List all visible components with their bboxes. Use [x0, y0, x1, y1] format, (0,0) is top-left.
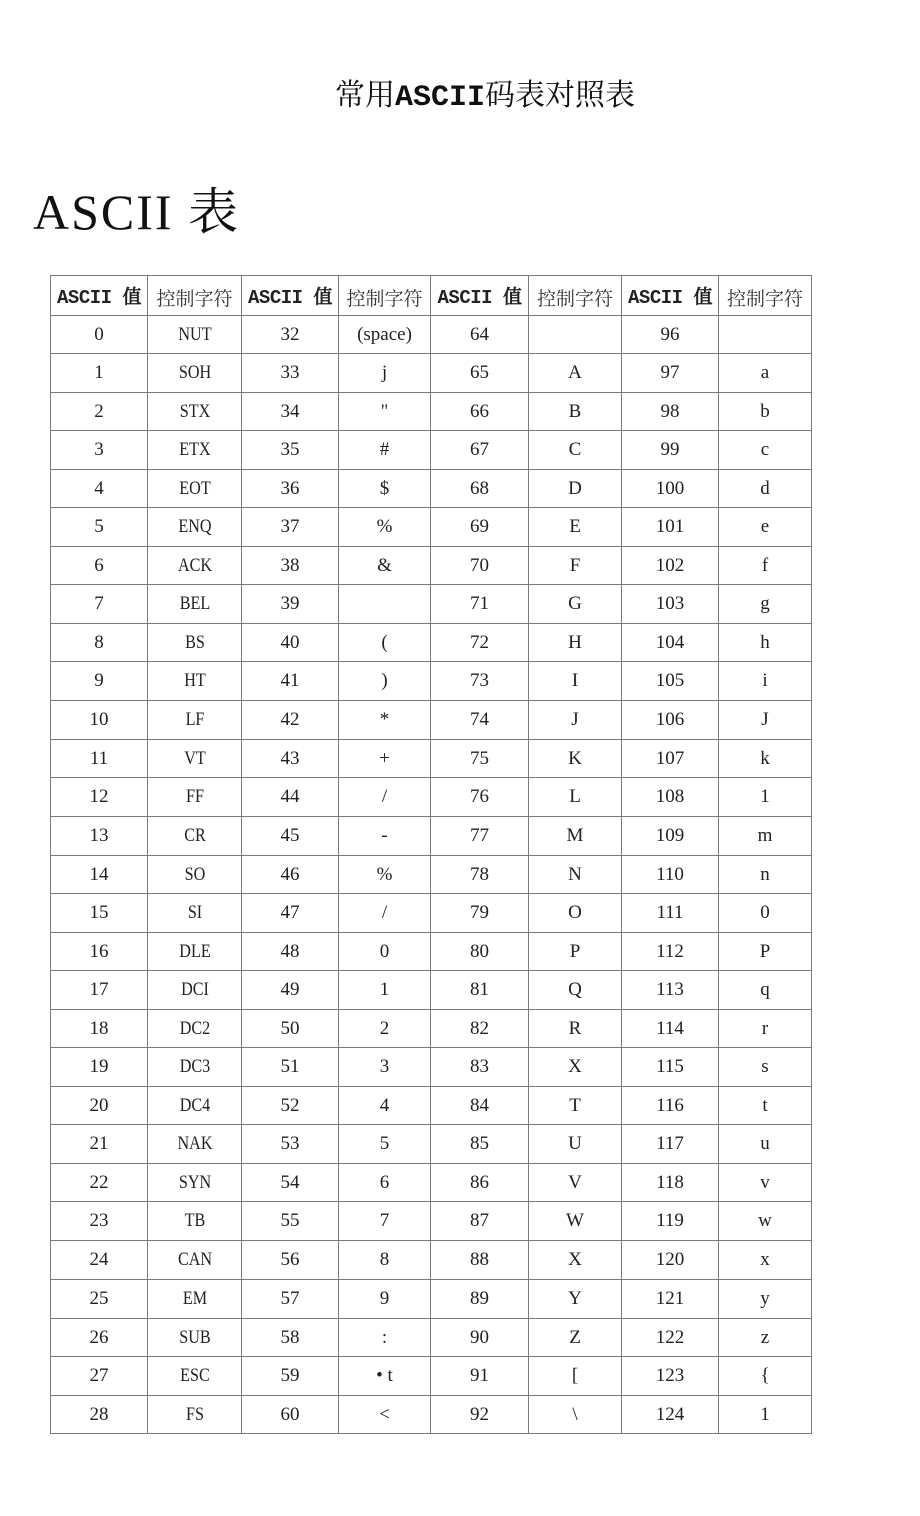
- cell-ascii-value: 11: [51, 740, 148, 778]
- table-row: [51, 393, 812, 431]
- cell-ascii-value: 20: [51, 1087, 148, 1125]
- cell-ascii-value: 52: [242, 1087, 339, 1125]
- cell-ascii-value: 2: [51, 393, 148, 431]
- cell-char: J: [529, 701, 622, 740]
- cell-ascii-value: 96: [622, 316, 719, 354]
- cell-char: %: [339, 508, 431, 547]
- cell-char: x: [719, 1241, 812, 1280]
- table-row: [51, 740, 812, 778]
- cell-char: i: [719, 662, 812, 701]
- cell-char: M: [529, 817, 622, 856]
- cell-ascii-value: 101: [622, 508, 719, 547]
- table-row: [51, 817, 812, 856]
- cell-char: &: [339, 547, 431, 585]
- cell-control-char: NAK: [155, 1125, 235, 1164]
- cell-ascii-value: 55: [242, 1202, 339, 1241]
- cell-ascii-value: 45: [242, 817, 339, 856]
- cell-ascii-value: 97: [622, 354, 719, 393]
- cell-char: V: [529, 1164, 622, 1202]
- cell-control-char: DC4: [155, 1087, 235, 1125]
- cell-control-char: HT: [155, 662, 235, 701]
- table-row: [51, 547, 812, 585]
- cell-ascii-value: 104: [622, 624, 719, 662]
- cell-ascii-value: 122: [622, 1319, 719, 1357]
- cell-char: ": [339, 393, 431, 431]
- cell-char: A: [529, 354, 622, 393]
- cell-char: R: [529, 1010, 622, 1048]
- cell-char: P: [719, 933, 812, 971]
- cell-ascii-value: 70: [431, 547, 529, 585]
- cell-ascii-value: 78: [431, 856, 529, 894]
- cell-control-char: DC2: [155, 1010, 235, 1048]
- cell-control-char: ENQ: [155, 508, 235, 547]
- cell-control-char: LF: [155, 701, 235, 740]
- cell-char: (: [339, 624, 431, 662]
- cell-ascii-value: 90: [431, 1319, 529, 1357]
- cell-ascii-value: 60: [242, 1396, 339, 1434]
- cell-ascii-value: 89: [431, 1280, 529, 1319]
- cell-ascii-value: 65: [431, 354, 529, 393]
- cell-ascii-value: 0: [51, 316, 148, 354]
- cell-char: s: [719, 1048, 812, 1087]
- cell-ascii-value: 22: [51, 1164, 148, 1202]
- cell-ascii-value: 71: [431, 585, 529, 624]
- table-row: [51, 1048, 812, 1087]
- cell-ascii-value: 106: [622, 701, 719, 740]
- cell-ascii-value: 39: [242, 585, 339, 624]
- cell-char: W: [529, 1202, 622, 1241]
- cell-ascii-value: 17: [51, 971, 148, 1010]
- cell-control-char: CAN: [155, 1241, 235, 1280]
- cell-char: X: [529, 1241, 622, 1280]
- cell-ascii-value: 119: [622, 1202, 719, 1241]
- cell-ascii-value: 57: [242, 1280, 339, 1319]
- cell-ascii-value: 85: [431, 1125, 529, 1164]
- cell-char: J: [719, 701, 812, 740]
- cell-char: c: [719, 431, 812, 470]
- cell-ascii-value: 108: [622, 778, 719, 817]
- cell-control-char: SI: [155, 894, 235, 933]
- cell-char: z: [719, 1319, 812, 1357]
- cell-ascii-value: 105: [622, 662, 719, 701]
- cell-char: 1: [719, 1396, 812, 1434]
- cell-char: U: [529, 1125, 622, 1164]
- cell-ascii-value: 36: [242, 470, 339, 508]
- cell-control-char: DC3: [155, 1048, 235, 1087]
- cell-ascii-value: 43: [242, 740, 339, 778]
- cell-ascii-value: 67: [431, 431, 529, 470]
- table-row: [51, 431, 812, 470]
- cell-ascii-value: 72: [431, 624, 529, 662]
- cell-char: 1: [719, 778, 812, 817]
- cell-ascii-value: 81: [431, 971, 529, 1010]
- cell-char: [719, 316, 812, 354]
- title-prefix: 常用: [334, 78, 395, 113]
- cell-char: w: [719, 1202, 812, 1241]
- cell-ascii-value: 40: [242, 624, 339, 662]
- cell-char: O: [529, 894, 622, 933]
- cell-ascii-value: 15: [51, 894, 148, 933]
- cell-char: T: [529, 1087, 622, 1125]
- cell-char: h: [719, 624, 812, 662]
- cell-char: #: [339, 431, 431, 470]
- table-row: [51, 508, 812, 547]
- cell-ascii-value: 19: [51, 1048, 148, 1087]
- cell-ascii-value: 48: [242, 933, 339, 971]
- cell-ascii-value: 18: [51, 1010, 148, 1048]
- cell-ascii-value: 4: [51, 470, 148, 508]
- cell-char: u: [719, 1125, 812, 1164]
- cell-char: y: [719, 1280, 812, 1319]
- cell-ascii-value: 113: [622, 971, 719, 1010]
- cell-ascii-value: 14: [51, 856, 148, 894]
- cell-ascii-value: 112: [622, 933, 719, 971]
- cell-ascii-value: 66: [431, 393, 529, 431]
- cell-char: K: [529, 740, 622, 778]
- cell-char: Q: [529, 971, 622, 1010]
- cell-control-char: VT: [155, 740, 235, 778]
- cell-ascii-value: 10: [51, 701, 148, 740]
- cell-char: N: [529, 856, 622, 894]
- title-latin: ASCII: [394, 81, 485, 115]
- cell-ascii-value: 91: [431, 1357, 529, 1396]
- cell-ascii-value: 124: [622, 1396, 719, 1434]
- cell-ascii-value: 5: [51, 508, 148, 547]
- cell-char: g: [719, 585, 812, 624]
- cell-char: • t: [339, 1357, 431, 1396]
- cell-char: I: [529, 662, 622, 701]
- cell-control-char: SUB: [155, 1319, 235, 1357]
- cell-char: 0: [719, 894, 812, 933]
- cell-ascii-value: 34: [242, 393, 339, 431]
- cell-ascii-value: 86: [431, 1164, 529, 1202]
- cell-ascii-value: 103: [622, 585, 719, 624]
- cell-char: m: [719, 817, 812, 856]
- header-ascii-value: ASCII 值: [51, 276, 148, 316]
- cell-control-char: BEL: [155, 585, 235, 624]
- cell-char: j: [339, 354, 431, 393]
- cell-ascii-value: 100: [622, 470, 719, 508]
- cell-char: X: [529, 1048, 622, 1087]
- cell-char: {: [719, 1357, 812, 1396]
- table-row: [51, 701, 812, 740]
- cell-ascii-value: 12: [51, 778, 148, 817]
- cell-char: f: [719, 547, 812, 585]
- cell-char: :: [339, 1319, 431, 1357]
- cell-char: H: [529, 624, 622, 662]
- cell-ascii-value: 21: [51, 1125, 148, 1164]
- header-ascii-value: ASCII 值: [622, 276, 719, 316]
- table-row: [51, 1357, 812, 1396]
- cell-control-char: SYN: [155, 1164, 235, 1202]
- cell-ascii-value: 6: [51, 547, 148, 585]
- cell-control-char: ETX: [155, 431, 235, 470]
- table-row: [51, 856, 812, 894]
- cell-ascii-value: 111: [622, 894, 719, 933]
- table-header-row: [51, 276, 812, 316]
- table-row: [51, 1241, 812, 1280]
- cell-char: b: [719, 393, 812, 431]
- cell-char: 8: [339, 1241, 431, 1280]
- cell-ascii-value: 80: [431, 933, 529, 971]
- cell-ascii-value: 69: [431, 508, 529, 547]
- cell-ascii-value: 64: [431, 316, 529, 354]
- cell-char: 3: [339, 1048, 431, 1087]
- cell-ascii-value: 50: [242, 1010, 339, 1048]
- cell-ascii-value: 75: [431, 740, 529, 778]
- table-row: [51, 1396, 812, 1434]
- document-title: [0, 70, 920, 115]
- cell-ascii-value: 74: [431, 701, 529, 740]
- title-suffix: 码表对照表: [485, 78, 635, 113]
- table-row: [51, 316, 812, 354]
- section-heading: ASCII 表: [33, 184, 241, 240]
- cell-ascii-value: 9: [51, 662, 148, 701]
- cell-ascii-value: 82: [431, 1010, 529, 1048]
- cell-ascii-value: 107: [622, 740, 719, 778]
- table-row: [51, 778, 812, 817]
- table-row: [51, 971, 812, 1010]
- cell-char: Y: [529, 1280, 622, 1319]
- header-control-char: 控制字符: [339, 276, 431, 316]
- cell-char: [529, 316, 622, 354]
- cell-ascii-value: 28: [51, 1396, 148, 1434]
- cell-ascii-value: 41: [242, 662, 339, 701]
- cell-ascii-value: 25: [51, 1280, 148, 1319]
- cell-ascii-value: 120: [622, 1241, 719, 1280]
- cell-char: 4: [339, 1087, 431, 1125]
- cell-ascii-value: 73: [431, 662, 529, 701]
- cell-char: *: [339, 701, 431, 740]
- cell-ascii-value: 3: [51, 431, 148, 470]
- header-control-char: 控制字符: [529, 276, 622, 316]
- table-row: [51, 1319, 812, 1357]
- cell-ascii-value: 58: [242, 1319, 339, 1357]
- cell-char: B: [529, 393, 622, 431]
- cell-char: $: [339, 470, 431, 508]
- cell-char: 7: [339, 1202, 431, 1241]
- header-control-char: 控制字符: [148, 276, 242, 316]
- cell-control-char: ESC: [155, 1357, 235, 1396]
- cell-ascii-value: 76: [431, 778, 529, 817]
- table-row: [51, 1164, 812, 1202]
- cell-ascii-value: 8: [51, 624, 148, 662]
- cell-control-char: EOT: [155, 470, 235, 508]
- cell-char: %: [339, 856, 431, 894]
- cell-ascii-value: 110: [622, 856, 719, 894]
- cell-ascii-value: 98: [622, 393, 719, 431]
- cell-ascii-value: 87: [431, 1202, 529, 1241]
- cell-ascii-value: 99: [622, 431, 719, 470]
- cell-char: \: [529, 1396, 622, 1434]
- cell-char: n: [719, 856, 812, 894]
- cell-control-char: DCI: [155, 971, 235, 1010]
- cell-char: /: [339, 778, 431, 817]
- cell-char: P: [529, 933, 622, 971]
- cell-char: e: [719, 508, 812, 547]
- table-row: [51, 1280, 812, 1319]
- cell-char: -: [339, 817, 431, 856]
- cell-char: [: [529, 1357, 622, 1396]
- cell-char: D: [529, 470, 622, 508]
- cell-char: +: [339, 740, 431, 778]
- table-row: [51, 585, 812, 624]
- ascii-table: [50, 275, 812, 1434]
- cell-control-char: SOH: [155, 354, 235, 393]
- cell-ascii-value: 88: [431, 1241, 529, 1280]
- cell-ascii-value: 46: [242, 856, 339, 894]
- cell-control-char: BS: [155, 624, 235, 662]
- cell-ascii-value: 123: [622, 1357, 719, 1396]
- cell-ascii-value: 79: [431, 894, 529, 933]
- cell-ascii-value: 1: [51, 354, 148, 393]
- cell-char: Z: [529, 1319, 622, 1357]
- cell-ascii-value: 33: [242, 354, 339, 393]
- cell-ascii-value: 47: [242, 894, 339, 933]
- cell-control-char: TB: [155, 1202, 235, 1241]
- cell-ascii-value: 68: [431, 470, 529, 508]
- table-row: [51, 1010, 812, 1048]
- cell-char: k: [719, 740, 812, 778]
- cell-control-char: ACK: [155, 547, 235, 585]
- cell-char: 2: [339, 1010, 431, 1048]
- cell-ascii-value: 114: [622, 1010, 719, 1048]
- cell-char: d: [719, 470, 812, 508]
- cell-char: [339, 585, 431, 624]
- cell-char: /: [339, 894, 431, 933]
- cell-ascii-value: 83: [431, 1048, 529, 1087]
- cell-ascii-value: 26: [51, 1319, 148, 1357]
- cell-ascii-value: 115: [622, 1048, 719, 1087]
- cell-control-char: FS: [155, 1396, 235, 1434]
- cell-ascii-value: 54: [242, 1164, 339, 1202]
- cell-char: C: [529, 431, 622, 470]
- cell-ascii-value: 92: [431, 1396, 529, 1434]
- cell-ascii-value: 116: [622, 1087, 719, 1125]
- cell-control-char: DLE: [155, 933, 235, 971]
- cell-char: 0: [339, 933, 431, 971]
- table-row: [51, 662, 812, 701]
- header-control-char: 控制字符: [719, 276, 812, 316]
- cell-ascii-value: 77: [431, 817, 529, 856]
- cell-char: F: [529, 547, 622, 585]
- cell-control-char: SO: [155, 856, 235, 894]
- cell-char: G: [529, 585, 622, 624]
- cell-ascii-value: 102: [622, 547, 719, 585]
- cell-control-char: STX: [155, 393, 235, 431]
- cell-ascii-value: 51: [242, 1048, 339, 1087]
- cell-ascii-value: 27: [51, 1357, 148, 1396]
- cell-control-char: FF: [155, 778, 235, 817]
- table-row: [51, 894, 812, 933]
- cell-char: 5: [339, 1125, 431, 1164]
- cell-control-char: NUT: [155, 316, 235, 354]
- cell-ascii-value: 42: [242, 701, 339, 740]
- cell-char: a: [719, 354, 812, 393]
- cell-ascii-value: 24: [51, 1241, 148, 1280]
- table-row: [51, 1125, 812, 1164]
- cell-ascii-value: 109: [622, 817, 719, 856]
- cell-char: 1: [339, 971, 431, 1010]
- table-row: [51, 354, 812, 393]
- cell-ascii-value: 32: [242, 316, 339, 354]
- cell-ascii-value: 49: [242, 971, 339, 1010]
- cell-char: 6: [339, 1164, 431, 1202]
- cell-ascii-value: 7: [51, 585, 148, 624]
- cell-control-char: CR: [155, 817, 235, 856]
- table-row: [51, 470, 812, 508]
- header-ascii-value: ASCII 值: [242, 276, 339, 316]
- cell-ascii-value: 37: [242, 508, 339, 547]
- table-row: [51, 1202, 812, 1241]
- header-ascii-value: ASCII 值: [431, 276, 529, 316]
- cell-ascii-value: 38: [242, 547, 339, 585]
- cell-ascii-value: 44: [242, 778, 339, 817]
- cell-char: ): [339, 662, 431, 701]
- cell-char: L: [529, 778, 622, 817]
- cell-ascii-value: 13: [51, 817, 148, 856]
- cell-char: t: [719, 1087, 812, 1125]
- cell-ascii-value: 23: [51, 1202, 148, 1241]
- cell-control-char: EM: [155, 1280, 235, 1319]
- table-row: [51, 1087, 812, 1125]
- cell-ascii-value: 84: [431, 1087, 529, 1125]
- cell-ascii-value: 35: [242, 431, 339, 470]
- cell-char: 9: [339, 1280, 431, 1319]
- cell-char: (space): [339, 316, 431, 354]
- cell-char: <: [339, 1396, 431, 1434]
- cell-ascii-value: 53: [242, 1125, 339, 1164]
- cell-ascii-value: 118: [622, 1164, 719, 1202]
- cell-ascii-value: 121: [622, 1280, 719, 1319]
- cell-ascii-value: 56: [242, 1241, 339, 1280]
- cell-ascii-value: 16: [51, 933, 148, 971]
- cell-ascii-value: 117: [622, 1125, 719, 1164]
- cell-char: q: [719, 971, 812, 1010]
- cell-char: v: [719, 1164, 812, 1202]
- cell-ascii-value: 59: [242, 1357, 339, 1396]
- table-row: [51, 624, 812, 662]
- cell-char: E: [529, 508, 622, 547]
- cell-char: r: [719, 1010, 812, 1048]
- table-row: [51, 933, 812, 971]
